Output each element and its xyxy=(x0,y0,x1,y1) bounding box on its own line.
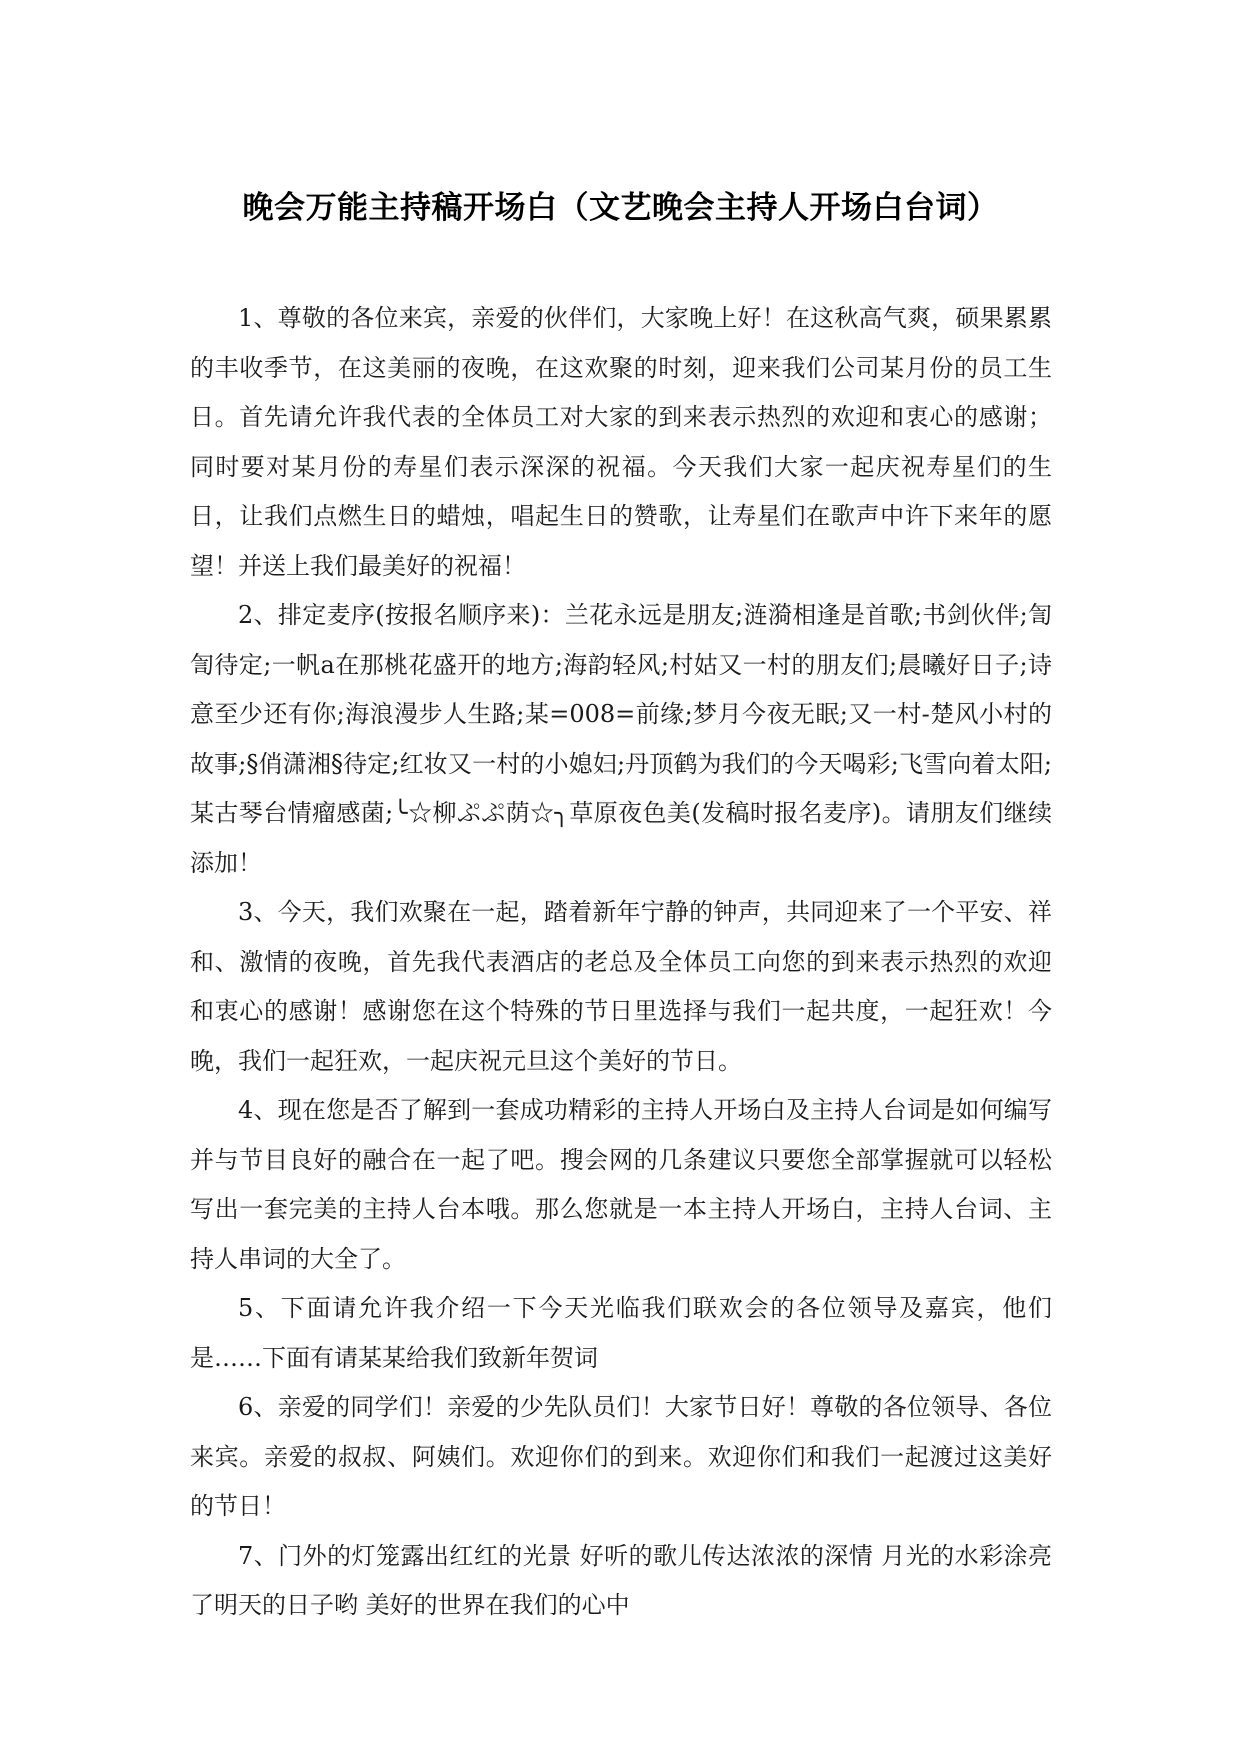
paragraph-7: 7、门外的灯笼露出红红的光景 好听的歌儿传达浓浓的深情 月光的水彩涂亮了明天的日子哟 美好的世界在我们的心中 xyxy=(190,1541,1052,1619)
paragraph-6: 6、亲爱的同学们！亲爱的少先队员们！大家节日好！尊敬的各位领导、各位来宾。亲爱的叔叔、阿姨们。欢迎你们的到来。欢迎你们和我们一起渡过这美好的节日！ xyxy=(190,1393,1052,1520)
paragraph-2: 2、排定麦序(按报名顺序来)：兰花永远是朋友;涟漪相逢是首歌;书剑伙伴;訇訇待定;一帆a在那桃花盛开的地方;海韵轻风;村姑又一村的朋友们;晨曦好日子;诗意至少还有你;海浪漫步人生路;某=008=前缘;梦月今夜无眠;又一村-楚风小村的故事;§俏潇湘§待定;红妆又一村的小媳妇;丹顶鹤为我们的今天喝彩;飞雪向着太阳;某古琴台情瘤感菌;╰☆柳ぷぷ荫☆╮草原夜色美(发稿时报名麦序)。请朋友们继续添加！ xyxy=(190,601,1052,877)
paragraph-5: 5、下面请允许我介绍一下今天光临我们联欢会的各位领导及嘉宾，他们是……下面有请某某给我们致新年贺词 xyxy=(190,1294,1052,1372)
paragraph-1: 1、尊敬的各位来宾，亲爱的伙伴们，大家晚上好！在这秋高气爽，硕果累累的丰收季节，在这美丽的夜晚，在这欢聚的时刻，迎来我们公司某月份的员工生日。首先请允许我代表的全体员工对大家的到来表示热烈的欢迎和衷心的感谢；同时要对某月份的寿星们表示深深的祝福。今天我们大家一起庆祝寿星们的生日，让我们点燃生日的蜡烛，唱起生日的赞歌，让寿星们在歌声中许下来年的愿望！并送上我们最美好的祝福！ xyxy=(190,304,1052,580)
paragraph-3: 3、今天，我们欢聚在一起，踏着新年宁静的钟声，共同迎来了一个平安、祥和、激情的夜晚，首先我代表酒店的老总及全体员工向您的到来表示热烈的欢迎和衷心的感谢！感谢您在这个特殊的节日里选择与我们一起共度，一起狂欢！今晚，我们一起狂欢，一起庆祝元旦这个美好的节日。 xyxy=(190,898,1052,1075)
document-title: 晚会万能主持稿开场白（文艺晚会主持人开场白台词） xyxy=(242,190,999,226)
document-body xyxy=(190,294,1052,1631)
paragraph-4: 4、现在您是否了解到一套成功精彩的主持人开场白及主持人台词是如何编写并与节目良好的融合在一起了吧。搜会网的几条建议只要您全部掌握就可以轻松写出一套完美的主持人台本哦。那么您就是一本主持人开场白，主持人台词、主持人串词的大全了。 xyxy=(190,1096,1052,1273)
